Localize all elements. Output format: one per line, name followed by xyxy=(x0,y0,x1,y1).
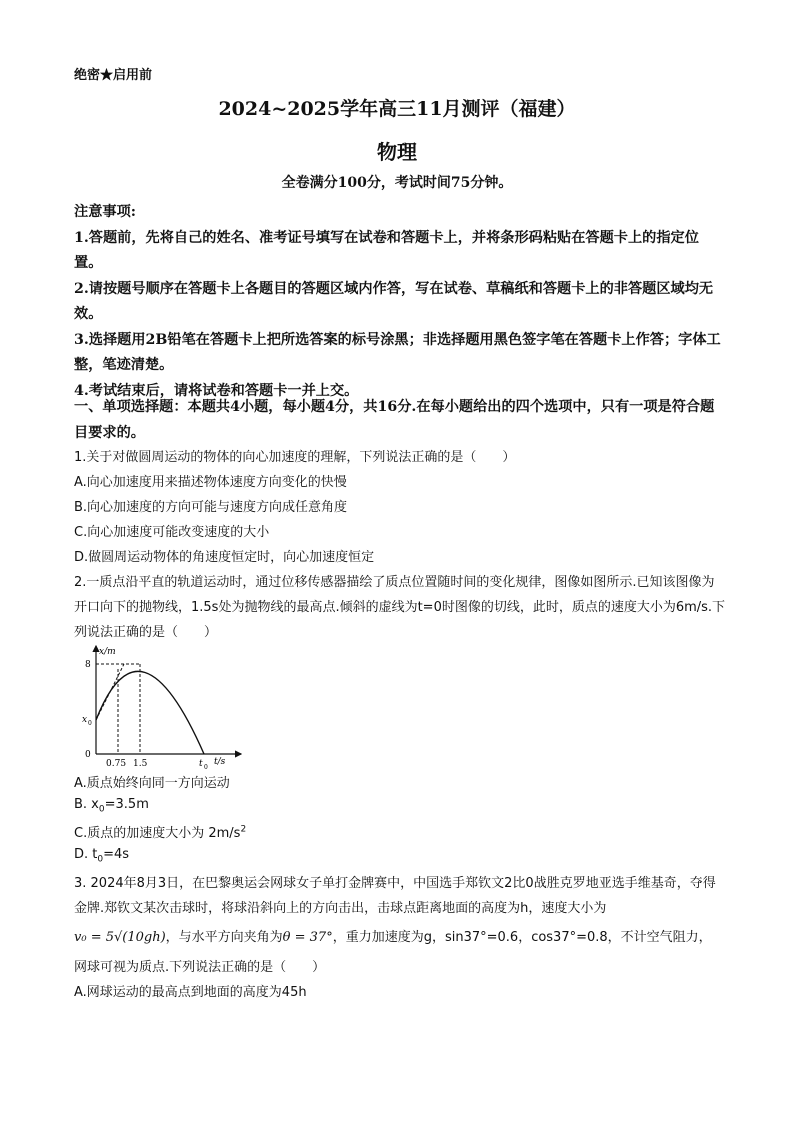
q2-option-c xyxy=(74,822,246,841)
parabola-curve xyxy=(96,671,204,754)
subject-title: 物理 xyxy=(377,140,417,164)
q2-option-d xyxy=(74,847,129,865)
q2-option-a: A.质点始终向同一方向运动 xyxy=(74,776,230,791)
option-b: B.向心加速度的方向可能与速度方向成任意角度 xyxy=(74,500,348,515)
x-tick-15: 1.5 xyxy=(133,759,148,769)
origin-label: 0 xyxy=(85,750,91,760)
question-3-line2 xyxy=(74,921,726,955)
q2-option-b xyxy=(74,797,149,815)
option-b-suffix: =3.5m xyxy=(104,797,149,812)
question-3-line3: 网球可视为质点.下列说法正确的是（ ） xyxy=(74,960,326,975)
notes-heading: 注意事项: xyxy=(74,204,136,220)
option-d: D.做圆周运动物体的角速度恒定时，向心加速度恒定 xyxy=(74,550,375,565)
option-d-suffix: =4s xyxy=(103,847,130,862)
notes-block xyxy=(74,200,724,404)
note-item: 2.请按题号顺序在答题卡上各题目的答题区域内作答，写在试卷、草稿纸和答题卡上的非答题区域均无效。 xyxy=(74,280,714,322)
exam-info: 全卷满分100分，考试时间75分钟。 xyxy=(281,175,513,191)
y-tick-x0: x xyxy=(82,715,88,725)
option-c: C.向心加速度可能改变速度的大小 xyxy=(74,525,270,540)
option-b-prefix: B. x xyxy=(74,797,99,812)
line2-rest: ，重力加速度为g，sin37°=0.6，cos37°=0.8，不计空气阻力， xyxy=(332,930,712,945)
q3-option-a: A.网球运动的最高点到地面的高度为45h xyxy=(74,985,307,1000)
option-c-prefix: C.质点的加速度大小为 2m/s xyxy=(74,826,241,841)
note-item: 1.答题前，先将自己的姓名、准考证号填写在试卷和答题卡上，并将条形码粘贴在答题卡上的指定位置。 xyxy=(74,229,699,271)
formula-theta: θ = 37° xyxy=(282,930,333,945)
y-tick-8: 8 xyxy=(85,660,91,670)
formula-v0: v₀ = 5√(10gh) xyxy=(74,930,166,945)
question-stem: 1.关于对做圆周运动的物体的向心加速度的理解，下列说法正确的是（ ） xyxy=(74,450,516,465)
question-2-stem: 2.一质点沿平直的轨道运动时，通过位移传感器描绘了质点位置随时间的变化规律，图像如图所示.已知该图像为开口向下的抛物线，1.5s处为抛物线的最高点.倾斜的虚线为t=0时图像的切线，此时，质点的速度大小为6m/s.下列说法正确的是（ ） xyxy=(74,575,726,640)
exam-title: 2024~2025学年高三11月测评（福建） xyxy=(218,98,576,120)
secret-label: 绝密★启用前 xyxy=(74,68,153,83)
note-item: 3.选择题用2B铅笔在答题卡上把所选答案的标号涂黑；非选择题用黑色签字笔在答题卡上作答；字体工整，笔迹清楚。 xyxy=(74,331,721,373)
x-tick-t0: t xyxy=(199,759,203,769)
x-tick-075: 0.75 xyxy=(106,759,127,769)
option-d-prefix: D. t xyxy=(74,847,98,862)
question-3 xyxy=(74,871,726,1005)
y-tick-x0-sub: 0 xyxy=(88,720,92,727)
position-time-graph xyxy=(76,642,246,772)
line2-mid: ，与水平方向夹角为 xyxy=(165,930,283,945)
option-d-sub: 0 xyxy=(97,854,104,865)
x-tick-t0-sub: 0 xyxy=(204,764,208,771)
x-axis-label: t/s xyxy=(214,757,226,767)
option-c-sup: 2 xyxy=(240,824,247,835)
question-3-line1: 3. 2024年8月3日，在巴黎奥运会网球女子单打金牌赛中，中国选手郑钦文2比0战胜克罗地亚选手维基奇，夺得金牌.郑钦文某次击球时，将球沿斜向上的方向击出，击球点距离地面的高度为h，速度大小为 xyxy=(74,876,716,916)
y-axis-label: x/m xyxy=(99,647,116,657)
section-title: 一、单项选择题：本题共4小题，每小题4分，共16分.在每小题给出的四个选项中，只有一项是符合题目要求的。 xyxy=(74,399,715,441)
question-1 xyxy=(74,445,726,570)
option-b-sub: 0 xyxy=(98,804,105,815)
option-a: A.向心加速度用来描述物体速度方向变化的快慢 xyxy=(74,475,347,490)
note-item: 4.考试结束后，请将试卷和答题卡一并上交。 xyxy=(74,382,359,399)
